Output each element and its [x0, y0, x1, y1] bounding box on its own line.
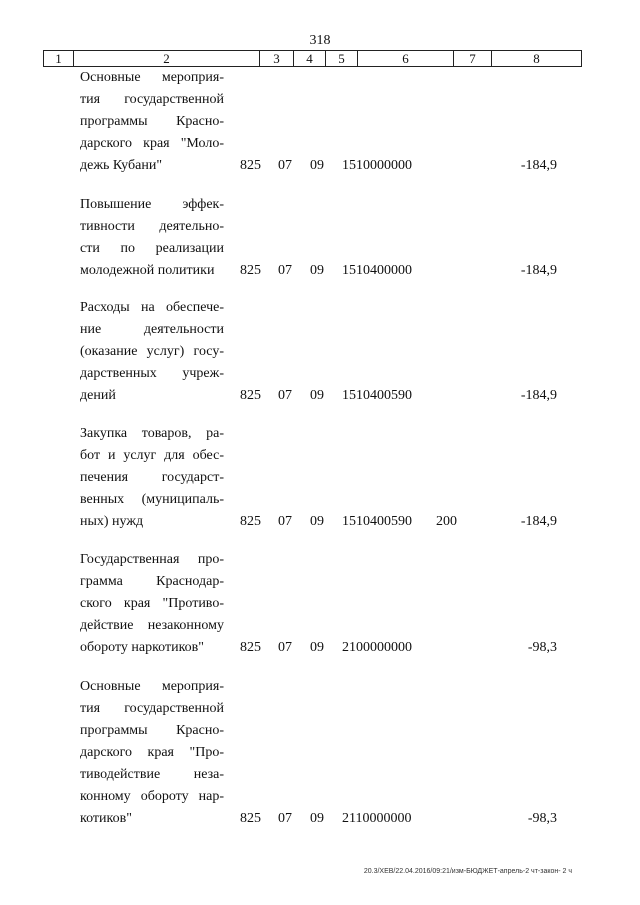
- row-code-4: 07: [278, 640, 292, 655]
- page-number: 318: [309, 33, 331, 48]
- row-code-6: 1510000000: [342, 158, 412, 173]
- row-code-4: 07: [278, 158, 292, 173]
- row-code-4: 07: [278, 388, 292, 403]
- row-code-6: 2100000000: [342, 640, 412, 655]
- row-name: Расходы на обеспече- ние деятельности (оказание услуг) госу- дарственных учреж- дений: [80, 300, 224, 403]
- row-amount: -98,3: [527, 811, 557, 826]
- row-code-3: 825: [240, 811, 261, 826]
- column-header-7: 7: [454, 51, 492, 67]
- row-code-3: 825: [240, 263, 261, 278]
- row-code-6: 2110000000: [342, 811, 412, 826]
- row-amount: -184,9: [520, 158, 557, 173]
- row-code-4: 07: [278, 514, 292, 529]
- column-header-3: 3: [260, 51, 294, 67]
- column-header-6: 6: [358, 51, 454, 67]
- row-code-7: 200: [436, 514, 457, 529]
- row-name: Основные мероприя- тия государственной программы Красно- дарского края "Про- тиводействие неза- конному обороту нар- котиков": [80, 679, 224, 826]
- column-header-2: 2: [74, 51, 260, 67]
- row-code-3: 825: [240, 514, 261, 529]
- row-code-6: 1510400590: [342, 388, 412, 403]
- row-code-5: 09: [310, 388, 324, 403]
- row-code-4: 07: [278, 811, 292, 826]
- row-code-6: 1510400590: [342, 514, 412, 529]
- row-name: Государственная про- грамма Краснодар- ского края "Противо- действие незаконному обороту наркотиков": [80, 552, 224, 655]
- row-amount: -184,9: [520, 263, 557, 278]
- row-code-5: 09: [310, 263, 324, 278]
- column-header-1: 1: [44, 51, 74, 67]
- row-code-4: 07: [278, 263, 292, 278]
- row-amount: -184,9: [520, 514, 557, 529]
- column-header-8: 8: [492, 51, 582, 67]
- row-amount: -184,9: [520, 388, 557, 403]
- row-amount: -98,3: [527, 640, 557, 655]
- row-code-5: 09: [310, 811, 324, 826]
- row-code-3: 825: [240, 388, 261, 403]
- row-code-5: 09: [310, 514, 324, 529]
- row-name: Закупка товаров, ра- бот и услуг для обес- печения государст- венных (муниципаль- ных) нужд: [80, 426, 224, 529]
- row-name: Повышение эффек- тивности деятельно- сти по реализации молодежной политики: [80, 197, 224, 278]
- row-code-5: 09: [310, 158, 324, 173]
- row-code-5: 09: [310, 640, 324, 655]
- row-name: Основные мероприя- тия государственной программы Красно- дарского края "Моло- дежь Кубани": [80, 70, 224, 173]
- row-code-3: 825: [240, 640, 261, 655]
- row-code-6: 1510400000: [342, 263, 412, 278]
- row-code-3: 825: [240, 158, 261, 173]
- column-header-5: 5: [326, 51, 358, 67]
- column-header-table: [43, 50, 582, 67]
- column-header-4: 4: [294, 51, 326, 67]
- footer-reference: 20.3/ХЕВ/22.04.2016/09:21/изм-БЮДЖЕТ-апрель-2 чт-закон- 2 ч: [363, 868, 572, 875]
